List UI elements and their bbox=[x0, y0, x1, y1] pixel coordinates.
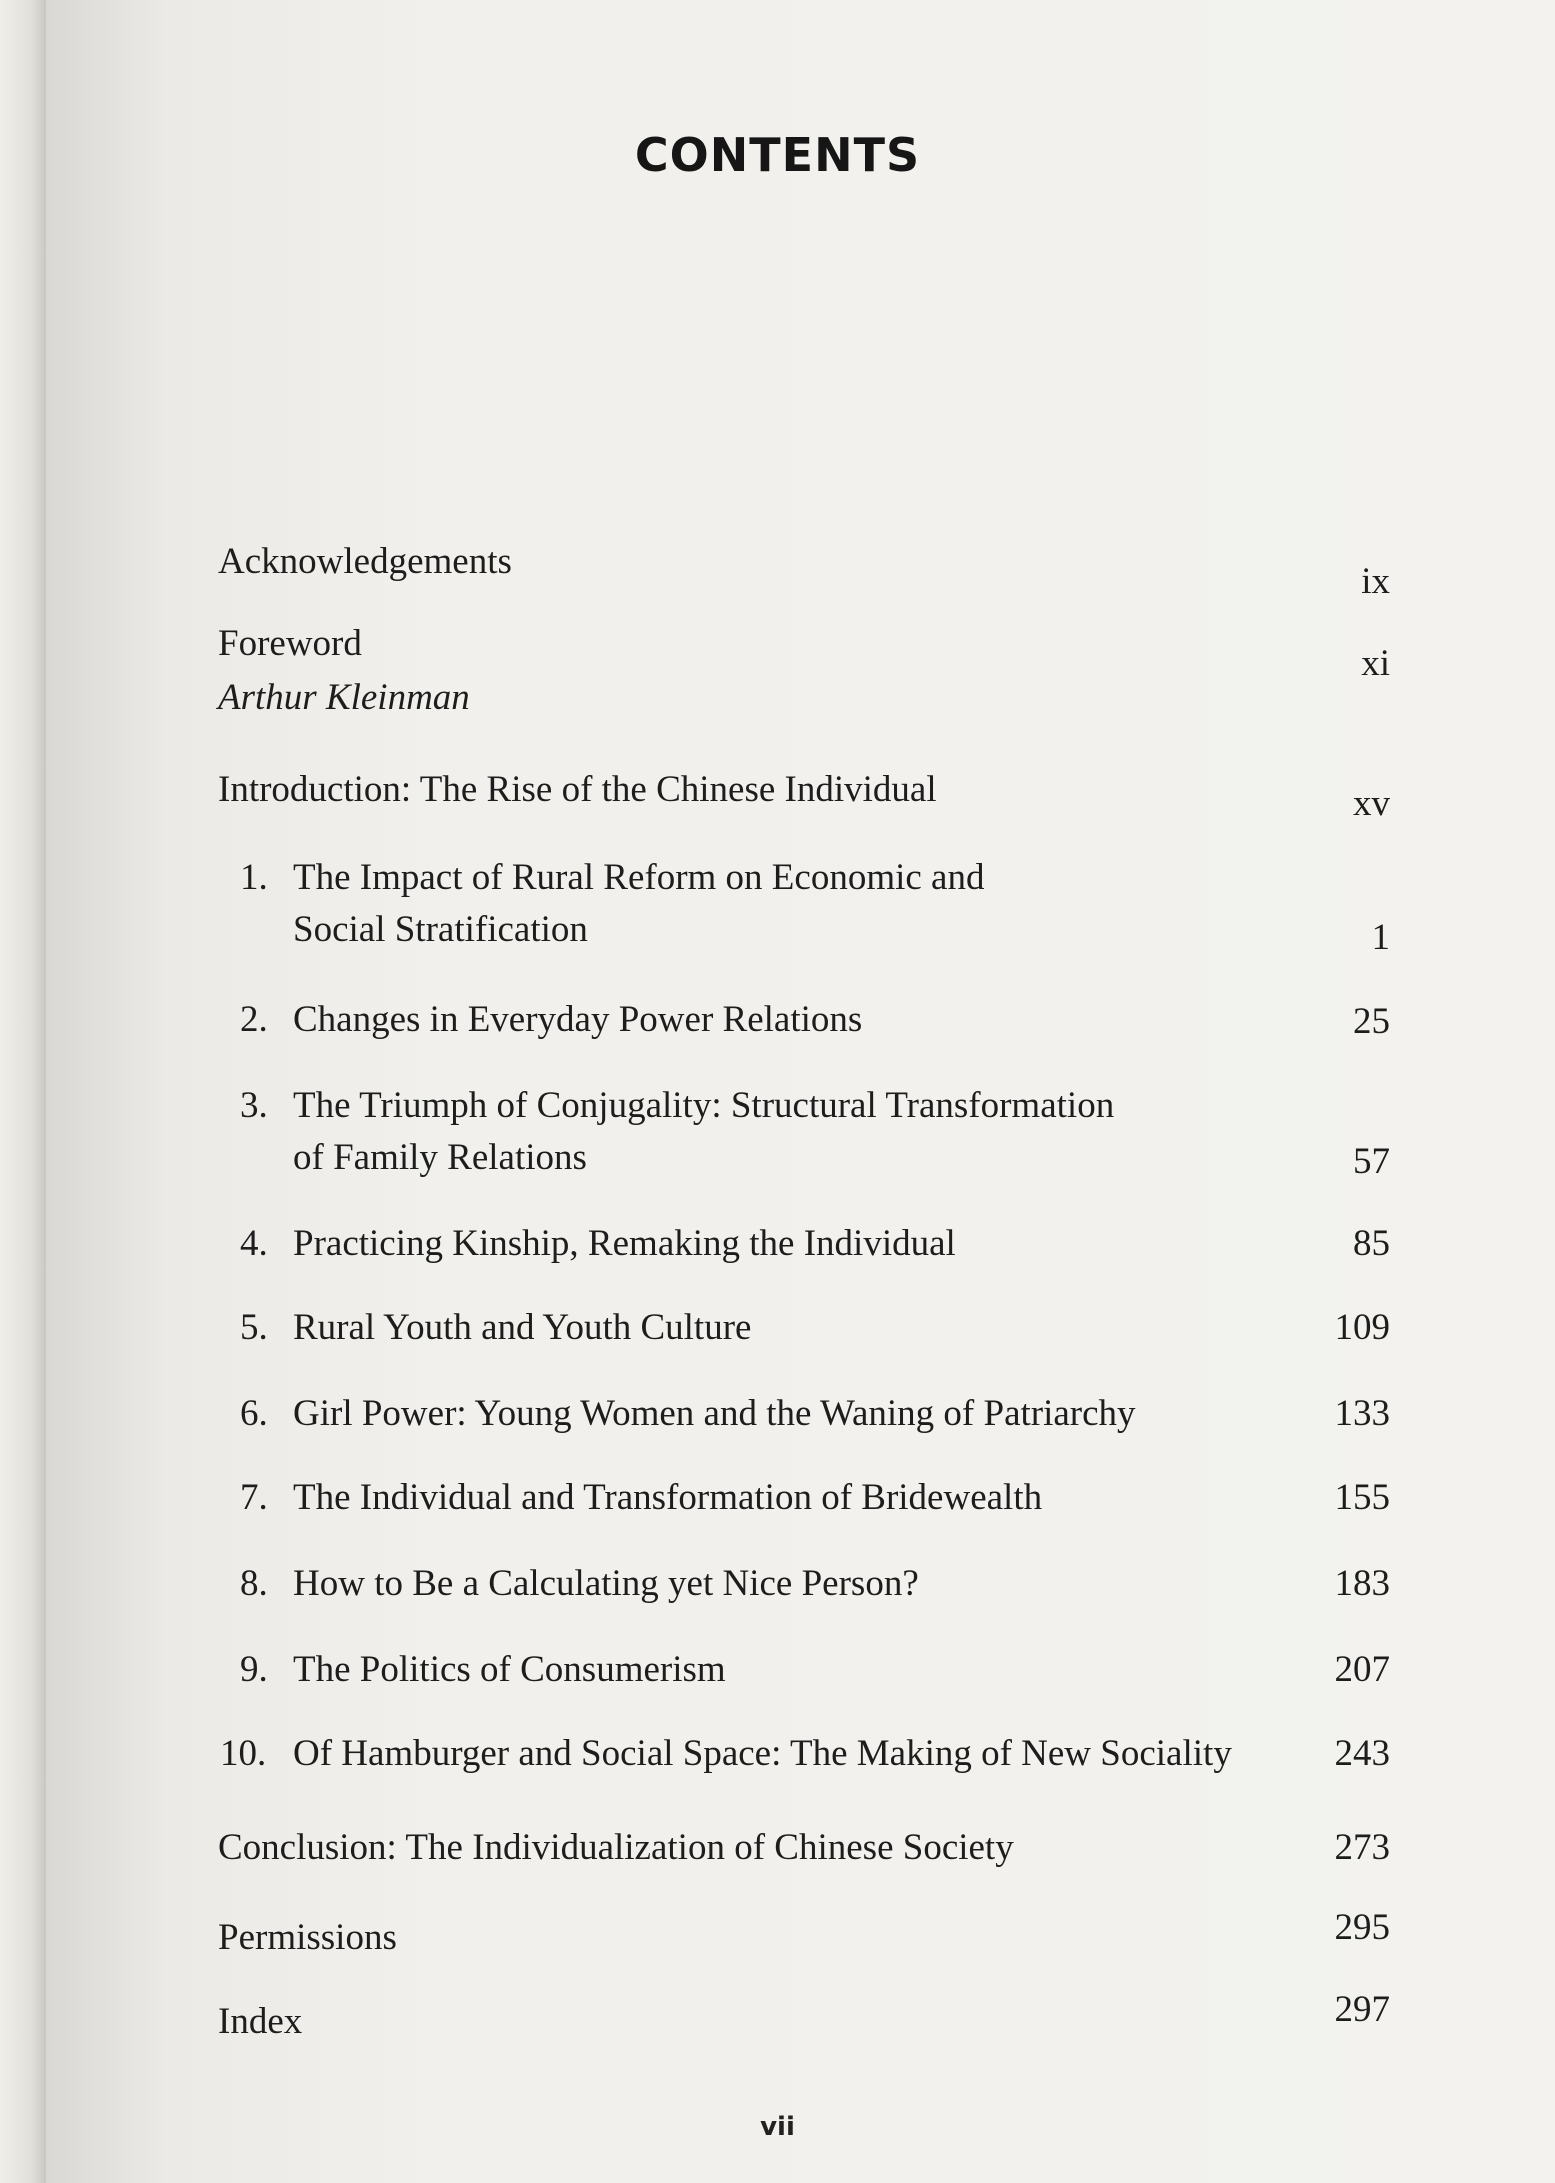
toc-entry-label-continued: of Family Relations bbox=[293, 1137, 587, 1178]
toc-entry-author: Arthur Kleinman bbox=[218, 677, 470, 718]
toc-entry-label: Index bbox=[218, 2001, 303, 2042]
toc-chapter-number: 6. bbox=[240, 1393, 268, 1434]
toc-page-number: 297 bbox=[1334, 1989, 1390, 2030]
toc-entry-label: How to Be a Calculating yet Nice Person? bbox=[293, 1563, 919, 1604]
toc-entry-label: Of Hamburger and Social Space: The Making of New Sociality bbox=[293, 1733, 1232, 1774]
toc-chapter-number: 9. bbox=[240, 1649, 268, 1690]
toc-entry-label: Permissions bbox=[218, 1917, 397, 1958]
toc-entry-label: Acknowledgements bbox=[218, 541, 512, 582]
toc-page-number: 25 bbox=[1353, 1001, 1390, 1042]
toc-page-number: ix bbox=[1361, 561, 1390, 602]
toc-page-number: 1 bbox=[1371, 917, 1390, 958]
toc-chapter-number: 10. bbox=[220, 1733, 267, 1774]
toc-entry-label: Changes in Everyday Power Relations bbox=[293, 999, 863, 1040]
toc-page-number: 109 bbox=[1334, 1307, 1390, 1348]
page-gutter-shadow bbox=[0, 0, 46, 2183]
toc-page-number: 155 bbox=[1334, 1477, 1390, 1518]
toc-page-number: 207 bbox=[1334, 1649, 1390, 1690]
page-folio: vii bbox=[760, 2112, 795, 2142]
toc-page-number: 183 bbox=[1334, 1563, 1390, 1604]
toc-page-number: 57 bbox=[1353, 1141, 1390, 1182]
toc-chapter-number: 4. bbox=[240, 1223, 268, 1264]
toc-chapter-number: 7. bbox=[240, 1477, 268, 1518]
toc-entry-label: Rural Youth and Youth Culture bbox=[293, 1307, 752, 1348]
toc-entry-label: Practicing Kinship, Remaking the Individual bbox=[293, 1223, 956, 1264]
toc-entry-label: Foreword bbox=[218, 623, 362, 664]
toc-page-number: 243 bbox=[1334, 1733, 1390, 1774]
toc-entry-label: The Triumph of Conjugality: Structural Transformation bbox=[293, 1085, 1115, 1126]
toc-page-number: 133 bbox=[1334, 1393, 1390, 1434]
toc-chapter-number: 3. bbox=[240, 1085, 268, 1126]
toc-chapter-number: 2. bbox=[240, 999, 268, 1040]
toc-entry-label: The Politics of Consumerism bbox=[293, 1649, 726, 1690]
page-title: CONTENTS bbox=[634, 128, 921, 182]
toc-chapter-number: 5. bbox=[240, 1307, 268, 1348]
toc-entry-label: Introduction: The Rise of the Chinese Individual bbox=[218, 769, 937, 810]
toc-chapter-number: 1. bbox=[240, 857, 268, 898]
toc-page-number: 273 bbox=[1334, 1827, 1390, 1868]
toc-entry-label: Conclusion: The Individualization of Chinese Society bbox=[218, 1827, 1014, 1868]
toc-chapter-number: 8. bbox=[240, 1563, 268, 1604]
toc-page-number: 85 bbox=[1353, 1223, 1390, 1264]
toc-entry-label: The Impact of Rural Reform on Economic and bbox=[293, 857, 985, 898]
toc-entry-label-continued: Social Stratification bbox=[293, 909, 588, 950]
toc-page-number: xi bbox=[1361, 643, 1390, 684]
toc-entry-label: Girl Power: Young Women and the Waning of Patriarchy bbox=[293, 1393, 1136, 1434]
toc-entry-label: The Individual and Transformation of Bridewealth bbox=[293, 1477, 1043, 1518]
toc-page-number: 295 bbox=[1334, 1907, 1390, 1948]
toc-page-number: xv bbox=[1353, 783, 1390, 824]
